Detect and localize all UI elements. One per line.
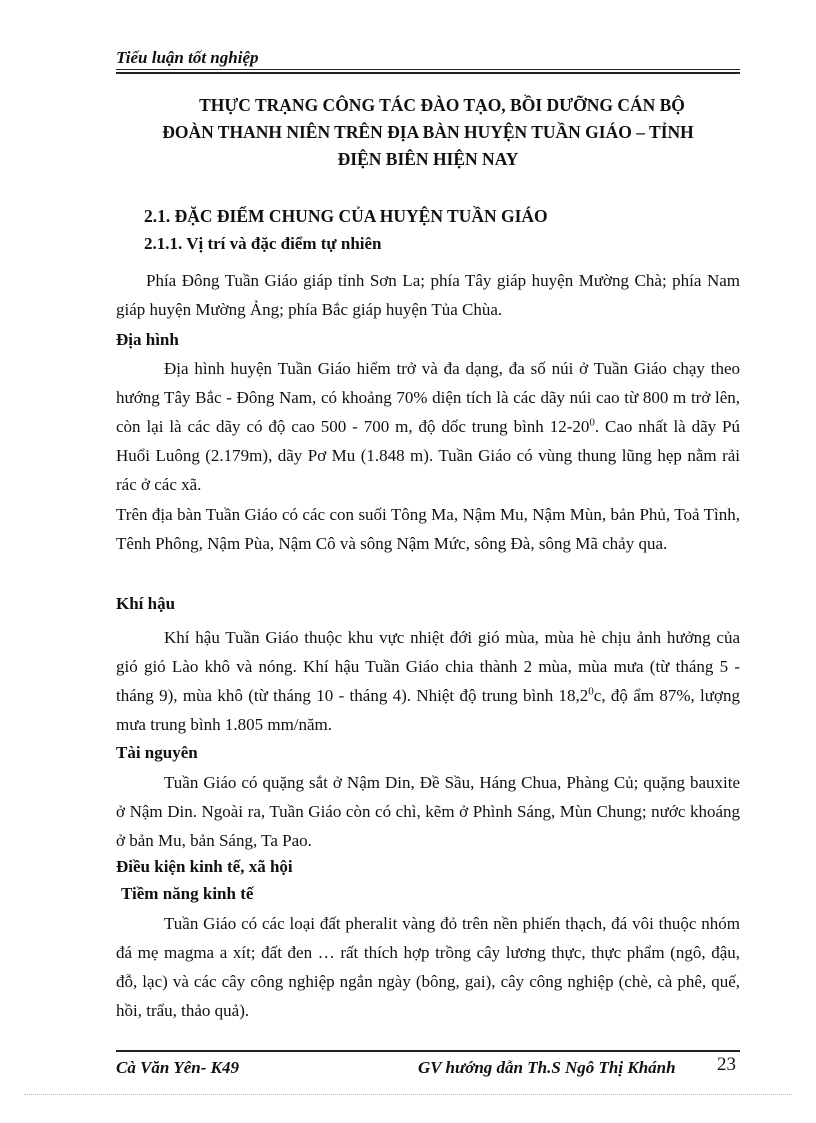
page-title (116, 92, 740, 173)
degree-superscript: 0 (589, 416, 595, 429)
title-line-3: ĐIỆN BIÊN HIỆN NAY (337, 149, 519, 169)
resources-paragraph: Tuần Giáo có quặng sắt ở Nậm Din, Đề Sầu, Háng Chua, Phàng Củ; quặng bauxite ở Nậm Din. Ngoài ra, Tuần Giáo còn có chì, kẽm ở Phình Sáng, Mùn Chung; nước khoáng ở bản Mu, bản Sáng, Ta Pao. (116, 773, 740, 850)
terrain-label: Địa hình (116, 330, 179, 349)
economic-paragraph: Tuần Giáo có các loại đất pheralit vàng đỏ trên nền phiến thạch, đá vôi thuộc nhóm đá mẹ magma a xít; đất đen … rất thích hợp trồng cây lương thực, thực phẩm (ngô, đậu, đỗ, lạc) và các cây công nghiệp ngắn ngày (bông, gai), cây công nghiệp (chè, cà phê, quế, hồi, trẩu, thảo quả). (116, 914, 740, 1020)
terrain-text-b: . Cao nhất là dãy Pú Huổi Luông (2.179m), dãy Pơ Mu (1.848 m). Tuần Giáo có vùng thung lũng hẹp nằm rải rác ở các xã. (116, 417, 740, 494)
header-title: Tiểu luận tốt nghiệp (116, 48, 259, 67)
terrain-paragraph-1 (116, 354, 740, 499)
footer-advisor: GV hướng dẫn Th.S Ngô Thị Khánh (418, 1058, 676, 1077)
header-rule-bottom (116, 72, 740, 74)
title-line-2: ĐOÀN THANH NIÊN TRÊN ĐỊA BÀN HUYỆN TUẦN GIÁO – TỈNH (162, 122, 694, 142)
resources-label: Tài nguyên (116, 743, 198, 762)
subsection-heading: 2.1.1. Vị trí và đặc điểm tự nhiên (144, 234, 382, 253)
footer-author: Cà Văn Yên- K49 (116, 1058, 239, 1077)
title-line-1: THỰC TRẠNG CÔNG TÁC ĐÀO TẠO, BỒI DƯỠNG CÁN BỘ (199, 95, 685, 115)
climate-label: Khí hậu (116, 594, 176, 613)
section-heading: 2.1. ĐẶC ĐIỂM CHUNG CỦA HUYỆN TUẦN GIÁO (144, 206, 548, 226)
page-bottom-dotted-line (24, 1094, 792, 1095)
terrain-text-a: Địa hình huyện Tuần Giáo hiểm trở và đa dạng, đa số núi ở Tuần Giáo chạy theo hướng Tây Bắc - Đông Nam, có khoảng 70% diện tích là các dãy núi cao từ 800 m trở lên, còn lại là các dãy có độ cao 500 - 700 m, độ dốc trung bình 12-20 (116, 359, 740, 436)
header-rule-top (116, 69, 740, 70)
socio-label: Điều kiện kinh tế, xã hội (116, 857, 293, 876)
footer-rule (116, 1050, 740, 1052)
intro-paragraph: Phía Đông Tuần Giáo giáp tỉnh Sơn La; phía Tây giáp huyện Mường Chà; phía Nam giáp huyện Mường Ảng; phía Bắc giáp huyện Tủa Chùa. (116, 271, 740, 319)
page-number: 23 (717, 1054, 736, 1075)
economic-potential-label: Tiềm năng kinh tế (121, 884, 254, 903)
climate-paragraph (116, 623, 740, 739)
climate-text-b: c, độ ẩm 87%, lượng mưa trung bình 1.805 mm/năm. (116, 686, 740, 734)
terrain-paragraph-2: Trên địa bàn Tuần Giáo có các con suối Tông Ma, Nậm Mu, Nậm Mùn, bản Phủ, Toả Tình, Tênh Phông, Nậm Pùa, Nậm Cô và sông Nậm Mức, sông Đà, sông Mã chảy qua. (116, 505, 740, 553)
climate-text-a: Khí hậu Tuần Giáo thuộc khu vực nhiệt đới gió mùa, mùa hè chịu ảnh hưởng của gió gió Lào khô và nóng. Khí hậu Tuần Giáo chia thành 2 mùa, mùa mưa (từ tháng 5 - tháng 9), mùa khô (từ tháng 10 - tháng 4). Nhiệt độ trung bình 18,2 (116, 628, 740, 705)
degree-superscript: 0 (588, 685, 594, 698)
